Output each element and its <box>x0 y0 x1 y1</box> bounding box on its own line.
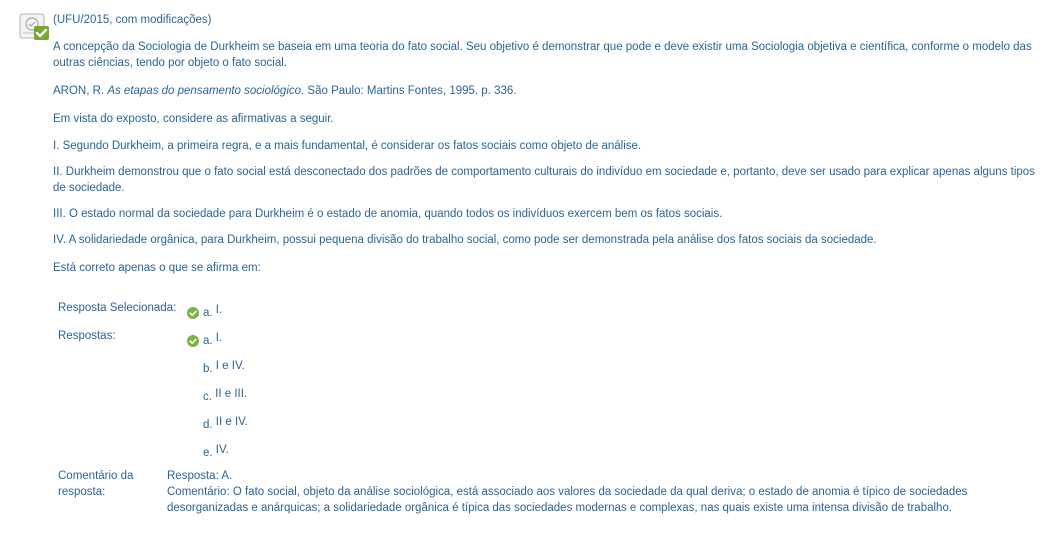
option-letter: d. <box>203 419 213 431</box>
option-text: IV. <box>215 444 229 456</box>
question-intro: A concepção da Sociologia de Durkheim se baseia em uma teoria do fato social. Seu objetivo é demonstrar que pode e deve existir uma Sociologia objetiva e científica, conforme o modelo das outras ciências, tendo por objeto o fato social. <box>53 41 1032 69</box>
option-letter: c. <box>203 391 212 403</box>
check-circle-icon <box>187 307 199 319</box>
question-instruction: Em vista do exposto, considere as afirmativas a seguir. <box>53 113 334 125</box>
feedback-label <box>58 468 158 500</box>
reference-title: As etapas do pensamento sociológico <box>107 85 302 97</box>
answer-option-d <box>203 415 248 429</box>
feedback-label-line2: resposta: <box>58 486 106 498</box>
statement-i: I. Segundo Durkheim, a primeira regra, e a mais fundamental, é considerar os fatos sociais como objeto de análise. <box>53 140 642 152</box>
selected-answer <box>203 303 222 317</box>
reference-details: . São Paulo: Martins Fontes, 1995. p. 336. <box>301 85 517 97</box>
option-letter: a. <box>203 335 213 347</box>
question-text <box>53 39 1043 288</box>
question-prompt: Está correto apenas o que se afirma em: <box>53 262 261 274</box>
answer-option-c <box>203 387 247 401</box>
feedback-comment: Comentário: O fato social, objeto da análise sociológica, está associado aos valores da sociedade da qual deriva; o estado de anomia é típico de sociedades desorganizadas e anárquicas; a solidariedade orgânica é típica das sociedades modernas e complexas, nas quais existe uma intensa divisão de trabalho. <box>167 486 968 514</box>
selected-answer-label: Resposta Selecionada: <box>58 302 177 314</box>
answer-option-e <box>203 443 229 457</box>
option-letter: e. <box>203 447 213 459</box>
option-text: II e IV. <box>215 416 248 428</box>
option-text: II e III. <box>215 388 248 400</box>
feedback-label-line1: Comentário da <box>58 470 134 482</box>
question-reference <box>53 83 1043 99</box>
option-text: I. <box>215 332 223 344</box>
feedback-body <box>167 468 1027 516</box>
answer-option-a <box>203 331 222 345</box>
statement-iv: IV. A solidariedade orgânica, para Durkheim, possui pequena divisão do trabalho social, como pode ser demonstrada pela análise dos fatos sociais da sociedade. <box>53 234 877 246</box>
check-circle-icon <box>187 335 199 347</box>
selected-answer-text: I. <box>215 304 223 316</box>
feedback-answer: Resposta: A. <box>167 470 233 482</box>
option-letter: b. <box>203 363 213 375</box>
reference-author: ARON, R. <box>53 85 108 97</box>
statement-ii: II. Durkheim demonstrou que o fato social está desconectado dos padrões de comportamento culturais do indivíduo em sociedade e, portanto, deve ser usado para explicar apenas alguns tipos de sociedade. <box>53 166 1035 194</box>
graded-correct-icon <box>19 12 51 42</box>
statement-iii: III. O estado normal da sociedade para Durkheim é o estado de anomia, quando todos os indivíduos exercem bem os fatos sociais. <box>53 208 723 220</box>
option-text: I e IV. <box>215 360 245 372</box>
answer-option-b <box>203 359 245 373</box>
question-source: (UFU/2015, com modificações) <box>53 14 212 26</box>
selected-answer-letter: a. <box>203 307 213 319</box>
answers-label: Respostas: <box>58 330 116 342</box>
